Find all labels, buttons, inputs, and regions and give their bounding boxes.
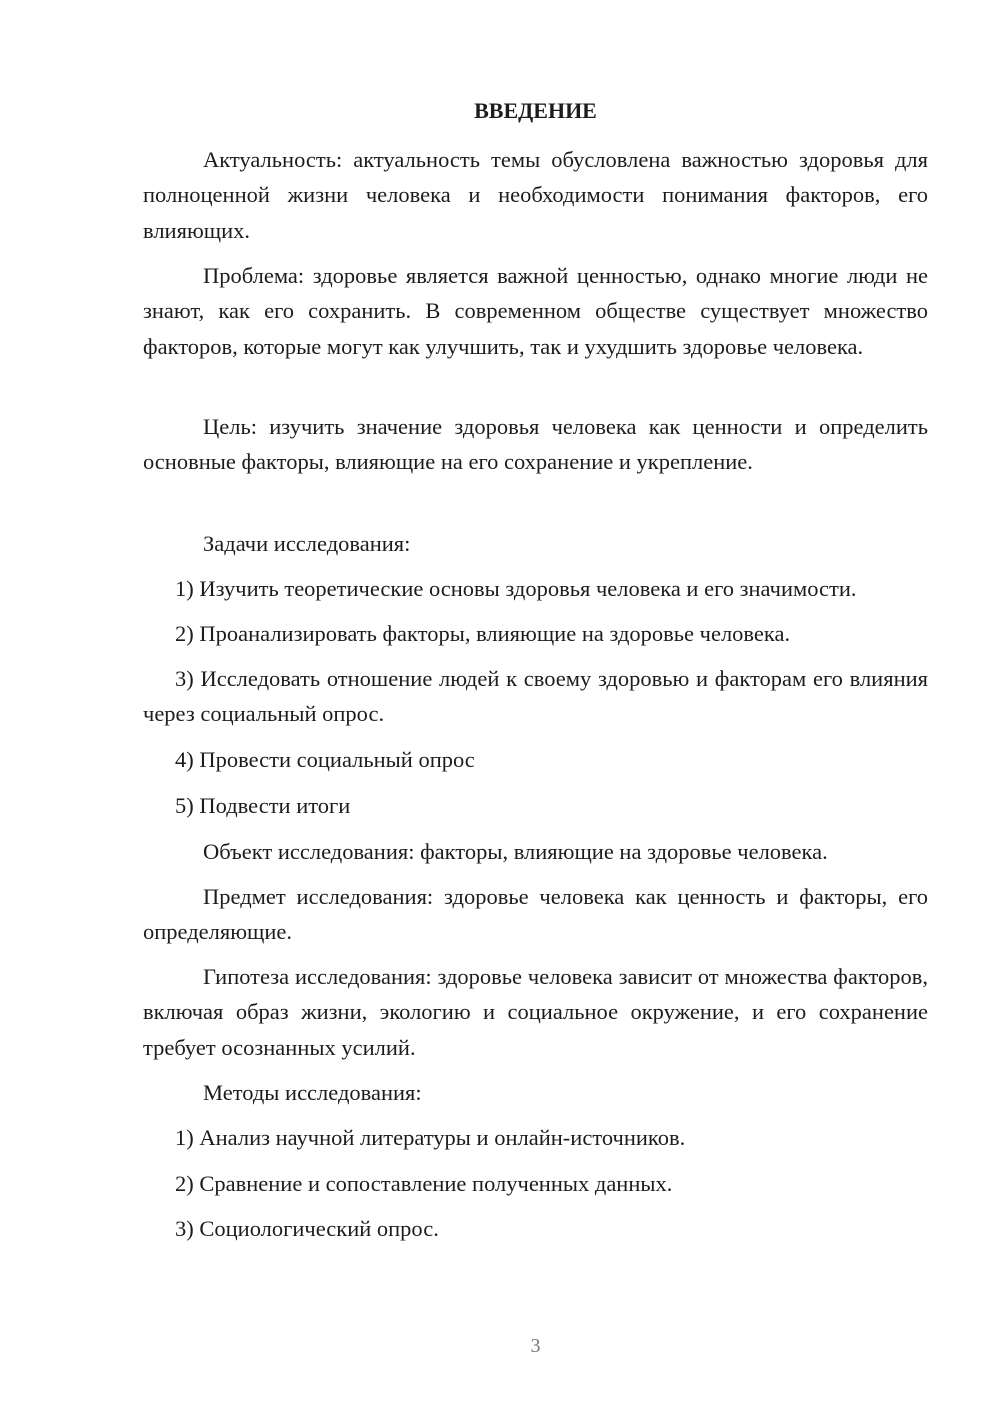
hypothesis-paragraph: Гипотеза исследования: здоровье человека зависит от множества факторов, включая образ жизни, экологию и социальное окружение, и его сохранение требует осознанных усилий. [143,964,928,1060]
task-item: 1) Изучить теоретические основы здоровья человека и его значимости. [175,576,857,601]
method-item: 1) Анализ научной литературы и онлайн-источников. [175,1125,686,1150]
section-title: ВВЕДЕНИЕ [474,98,597,123]
method-item: 3) Социологический опрос. [175,1216,439,1241]
task-item: 5) Подвести итоги [175,793,351,818]
tasks-heading: Задачи исследования: [203,531,411,556]
goal-paragraph: Цель: изучить значение здоровья человека как ценности и определить основные факторы, влияющие на его сохранение и укрепление. [143,414,928,475]
method-item: 2) Сравнение и сопоставление полученных данных. [175,1171,673,1196]
page-number: 3 [530,1335,541,1357]
task-item: 4) Провести социальный опрос [175,747,475,772]
subject-paragraph: Предмет исследования: здоровье человека как ценность и факторы, его определяющие. [143,884,928,945]
relevance-paragraph: Актуальность: актуальность темы обусловлена важностью здоровья для полноценной жизни человека и необходимости понимания факторов, его влияющих. [143,147,928,243]
object-paragraph: Объект исследования: факторы, влияющие на здоровье человека. [203,839,828,864]
document-page [143,0,928,1414]
methods-heading: Методы исследования: [203,1080,422,1105]
problem-paragraph: Проблема: здоровье является важной ценностью, однако многие люди не знают, как его сохранить. В современном обществе существует множество факторов, которые могут как улучшить, так и ухудшить здоровье человека. [143,263,928,359]
task-item: 3) Исследовать отношение людей к своему здоровью и факторам его влияния через социальный опрос. [143,666,928,727]
task-item: 2) Проанализировать факторы, влияющие на здоровье человека. [175,621,791,646]
